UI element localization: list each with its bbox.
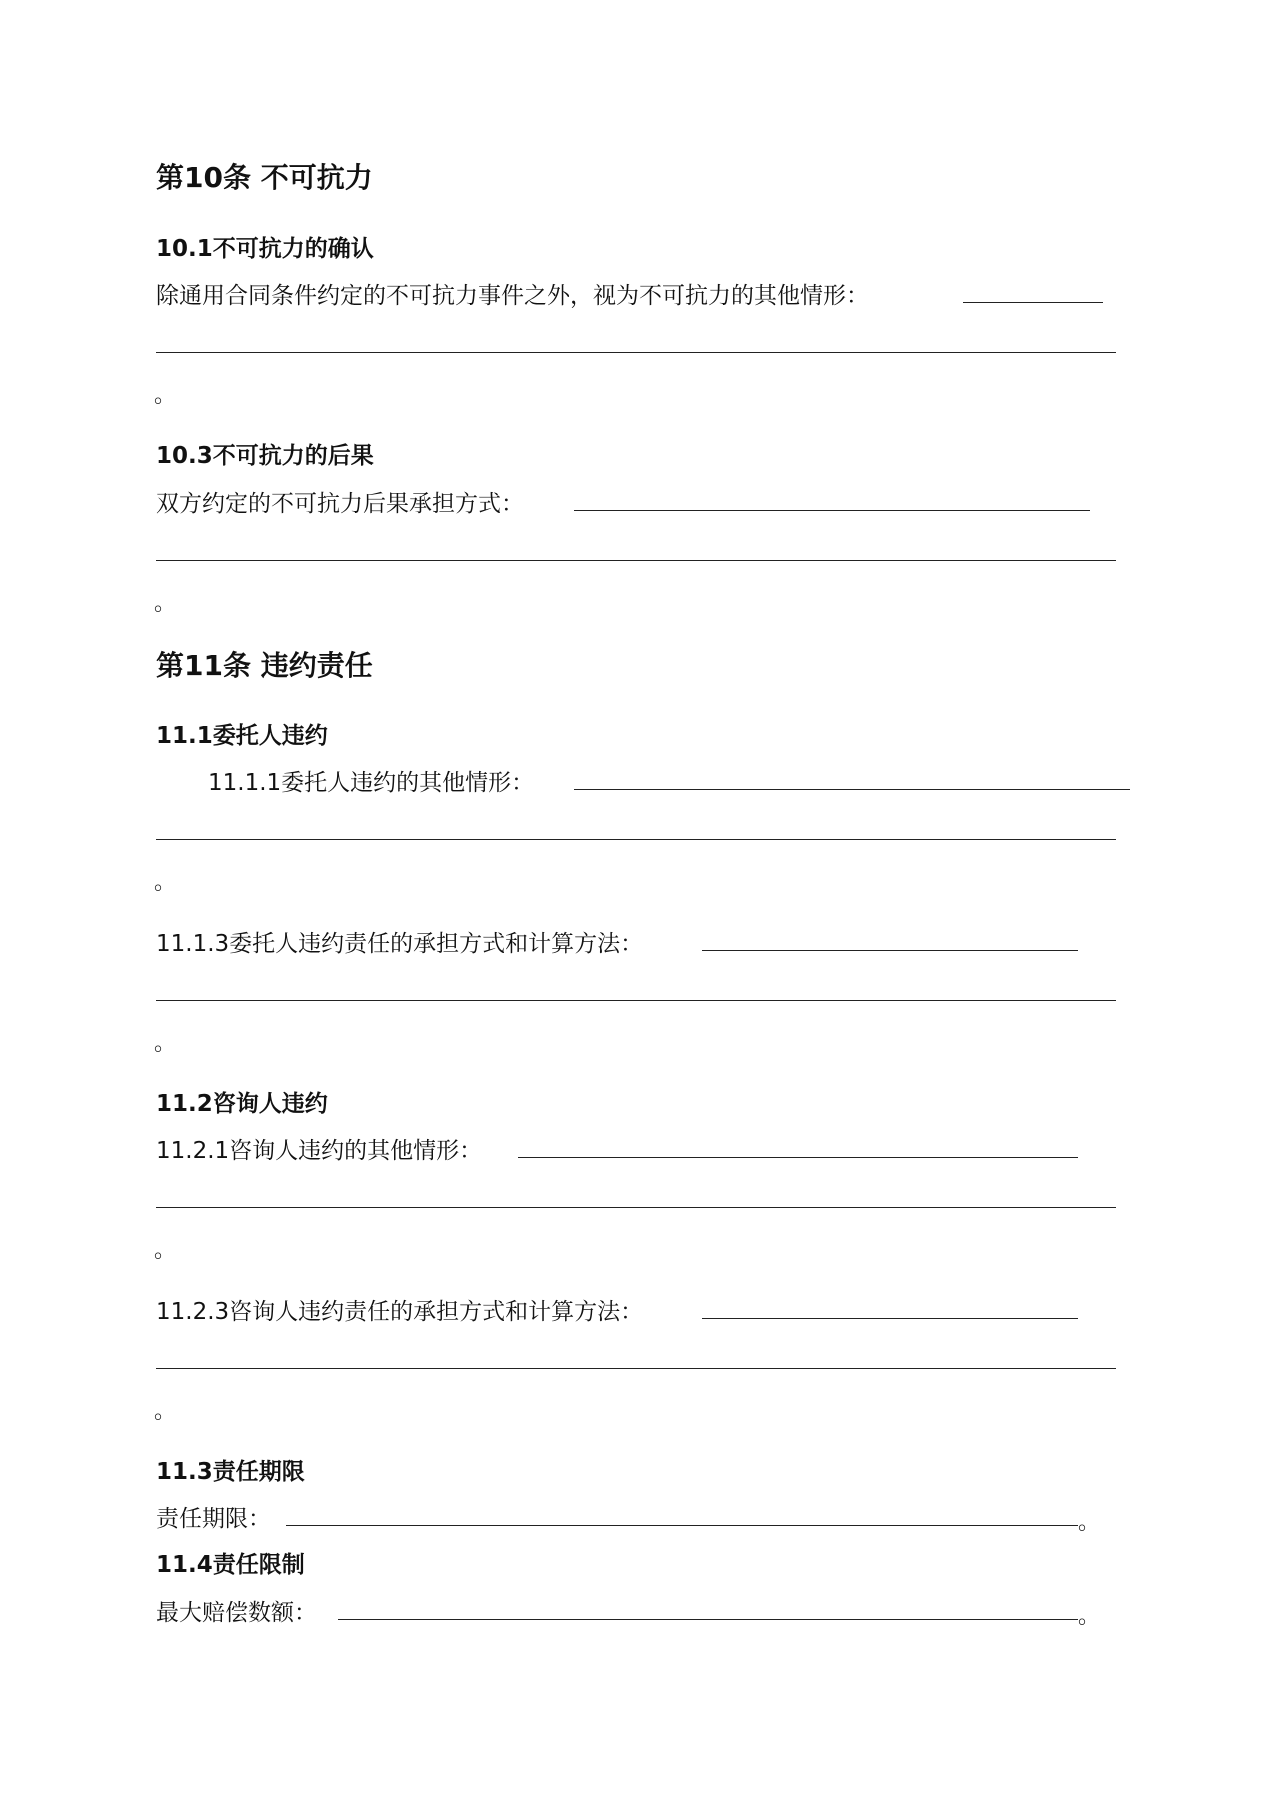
text-11-1-3: 11.1.3委托人违约责任的承担方式和计算方法： [156,931,644,957]
text-11-3: 责任期限： [156,1506,271,1532]
blank-11-1-1-a[interactable] [574,789,1130,790]
end-10-3: 。 [154,591,177,616]
heading-11-2: 11.2咨询人违约 [156,1091,328,1117]
blank-11-2-1-b[interactable] [156,1207,1116,1208]
end-11-4: 。 [1078,1604,1101,1629]
blank-11-2-3-b[interactable] [156,1368,1116,1369]
heading-11-4: 11.4责任限制 [156,1552,305,1578]
text-11-1-1: 11.1.1委托人违约的其他情形： [208,770,535,796]
heading-11-3: 11.3责任期限 [156,1459,305,1485]
text-11-4: 最大赔偿数额： [156,1600,317,1626]
blank-11-1-3-b[interactable] [156,1000,1116,1001]
text-11-2-3: 11.2.3咨询人违约责任的承担方式和计算方法： [156,1299,644,1325]
blank-10-3-a[interactable] [574,510,1090,511]
blank-11-1-1-b[interactable] [156,839,1116,840]
section-10-title: 第10条 不可抗力 [156,161,373,194]
blank-11-2-3-a[interactable] [702,1318,1078,1319]
blank-10-1-a[interactable] [963,302,1103,303]
blank-10-3-b[interactable] [156,560,1116,561]
blank-11-4[interactable] [338,1619,1078,1620]
end-11-2-1: 。 [154,1238,177,1263]
section-11-title: 第11条 违约责任 [156,649,373,682]
text-11-2-1: 11.2.1咨询人违约的其他情形： [156,1138,483,1164]
blank-11-3[interactable] [286,1525,1078,1526]
blank-11-2-1-a[interactable] [518,1157,1078,1158]
end-11-1-1: 。 [154,870,177,895]
heading-10-3: 10.3不可抗力的后果 [156,443,374,469]
text-10-3: 双方约定的不可抗力后果承担方式： [156,491,524,517]
heading-10-1: 10.1不可抗力的确认 [156,236,374,262]
blank-10-1-b[interactable] [156,352,1116,353]
text-10-1: 除通用合同条件约定的不可抗力事件之外，视为不可抗力的其他情形： [156,283,869,309]
end-11-3: 。 [1078,1510,1101,1535]
end-10-1: 。 [154,383,177,408]
heading-11-1: 11.1委托人违约 [156,723,328,749]
end-11-1-3: 。 [154,1031,177,1056]
blank-11-1-3-a[interactable] [702,950,1078,951]
end-11-2-3: 。 [154,1399,177,1424]
